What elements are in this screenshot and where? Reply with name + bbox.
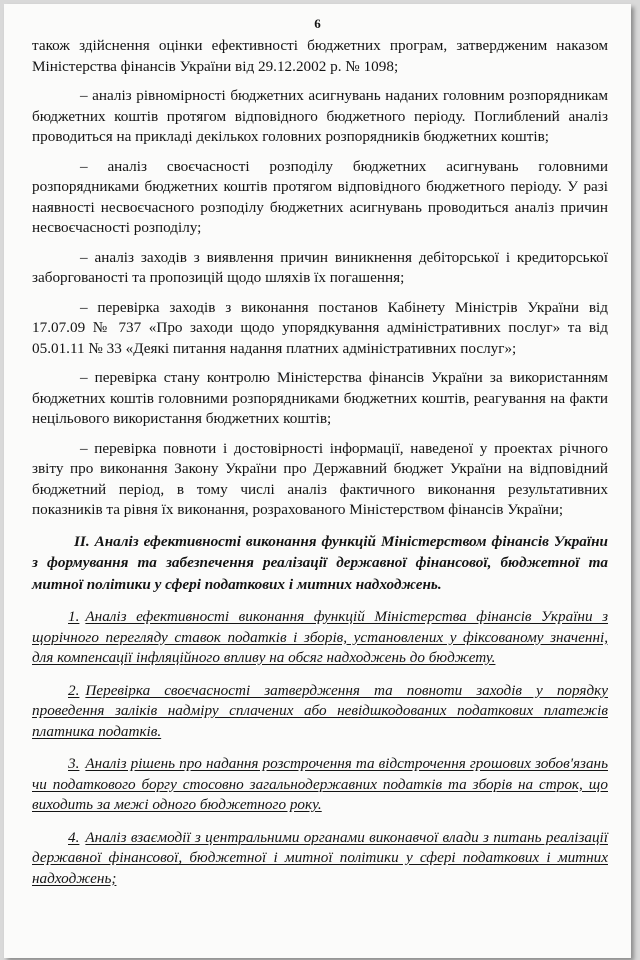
paragraph: – аналіз рівномірності бюджетних асигнувань наданих головним розпорядникам бюджетних коштів протягом відповідного бюджетного періоду. Поглиблений аналіз проводиться на прикладі декількох головних розпорядників бюджетних коштів;: [32, 87, 608, 145]
paragraph: – перевірка повноти і достовірності інформації, наведеної у проектах річного звіту про виконання Закону України про Державний бюджет України на відповідний бюджетний період, в тому числі аналіз фактичного виконання результативних показників та рівня їх виконання, розрахованого Міністерством фінансів України;: [32, 439, 608, 518]
paragraph: також здійснення оцінки ефективності бюджетних програм, затвердженим наказом Міністерства фінансів України від 29.12.2002 р. № 1098;: [32, 37, 608, 75]
subsection-number: 2.: [68, 681, 80, 699]
subsection-text: Аналіз ефективності виконання функцій Міністерства фінансів України з щорічного перегляду ставок податків і зборів, установлених у фіксованому значенні, для компенсації інфляційного впливу на обсяг надходжень до бюджету.: [32, 608, 608, 666]
subsection-text: Перевірка своєчасності затвердження та повноти заходів у порядку проведення заліків надміру сплачених або невідшкодованих податкових платежів платника податків.: [32, 681, 608, 740]
subsection-number: 1.: [68, 608, 80, 625]
page-number: 6: [314, 16, 321, 31]
paragraph: – перевірка заходів з виконання постанов Кабінету Міністрів України від 17.07.09 № 737 «Про заходи щодо упорядкування адміністративних послуг» та від 05.01.11 № 33 «Деякі питання надання платних адміністративних послуг»;: [32, 298, 608, 357]
paragraph: – аналіз заходів з виявлення причин виникнення дебіторської і кредиторської заборгованості та пропозицій щодо шляхів їх погашення;: [32, 248, 608, 286]
section-heading: II. Аналіз ефективності виконання функцій Міністерством фінансів України з формування та забезпечення реалізації державної фінансової, бюджетної та митної політики у сфері податкових і митних надходжень.: [32, 532, 608, 593]
subsection-item: [32, 754, 608, 816]
subsection-text: Аналіз рішень про надання розстрочення та відстрочення грошових зобов'язань чи податкового боргу стосовно загальнодержавних податків та зборів на строк, що виходить за межі одного бюджетного року.: [32, 755, 608, 813]
document-page: [4, 4, 631, 958]
paragraph: – перевірка стану контролю Міністерства фінансів України за використанням бюджетних коштів головними розпорядниками бюджетних коштів, реагування на факти нецільового використання бюджетних коштів;: [32, 369, 608, 427]
subsection-item: [32, 681, 608, 743]
paragraph: – аналіз своєчасності розподілу бюджетних асигнувань головними розпорядниками бюджетних коштів протягом відповідного бюджетного періоду. У разі наявності несвоєчасного розподілу бюджетних асигнувань проводиться аналіз причин несвоєчасності розподілу;: [32, 157, 608, 236]
subsection-text: Аналіз взаємодії з центральними органами виконавчої влади з питань реалізації державної фінансової, бюджетної і митної політики у сфері податкових і митних надходжень;: [32, 828, 608, 887]
subsection-number: 3.: [68, 755, 80, 772]
page-body: [32, 36, 608, 901]
subsection-number: 4.: [68, 828, 80, 846]
subsection-item: [32, 828, 608, 890]
subsection-item: [32, 607, 608, 669]
